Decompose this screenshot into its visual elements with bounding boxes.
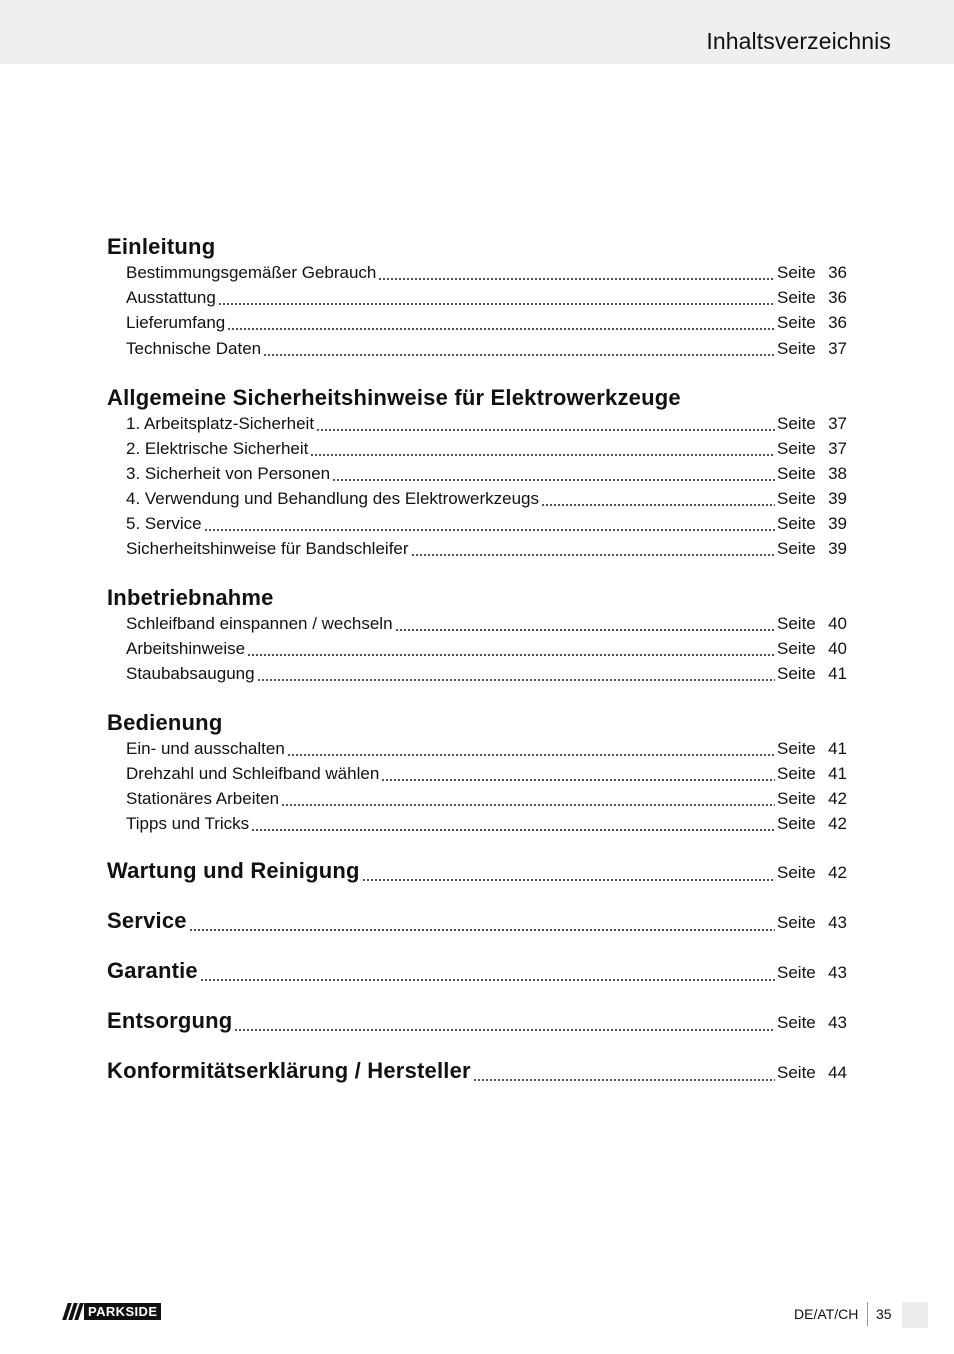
leader-dots — [247, 643, 775, 657]
leader-dots — [257, 668, 775, 682]
section-heading-bedienung: Bedienung — [107, 710, 223, 735]
page-number: 42 — [828, 863, 847, 882]
page-number: 44 — [828, 1063, 847, 1082]
page-number: 38 — [828, 464, 847, 483]
page-title: Inhaltsverzeichnis — [706, 28, 891, 54]
leader-dots — [204, 518, 775, 532]
page-number: 42 — [828, 789, 847, 808]
toc-entry-label: Schleifband einspannen / wechseln — [126, 614, 393, 633]
toc-main-entry[interactable] — [107, 908, 847, 938]
page-number: 39 — [828, 514, 847, 533]
page-number: 39 — [828, 489, 847, 508]
toc-main-entry[interactable] — [107, 958, 847, 988]
seite-label: Seite — [777, 263, 816, 282]
seite-label: Seite — [777, 514, 816, 533]
toc-main-entry[interactable] — [107, 1008, 847, 1038]
header-band — [0, 0, 954, 64]
leader-dots — [316, 418, 775, 432]
footer-tab-marker — [902, 1302, 928, 1328]
toc-entry[interactable] — [126, 539, 847, 561]
toc-entry[interactable] — [126, 764, 847, 786]
seite-label: Seite — [777, 464, 816, 483]
section-heading-inbetriebnahme: Inbetriebnahme — [107, 585, 274, 610]
seite-label: Seite — [777, 339, 816, 358]
leader-dots — [541, 493, 775, 507]
toc-entry-label: Drehzahl und Schleifband wählen — [126, 764, 380, 783]
leader-dots — [381, 768, 775, 782]
page-number: 42 — [828, 814, 847, 833]
seite-label: Seite — [777, 789, 816, 808]
leader-dots — [200, 968, 775, 982]
toc-main-entry-label: Wartung und Reinigung — [107, 858, 360, 883]
toc-entry[interactable] — [126, 489, 847, 511]
toc-main-entry[interactable] — [107, 858, 847, 888]
toc-entry-label: Staubabsaugung — [126, 664, 255, 683]
seite-label: Seite — [777, 639, 816, 658]
toc-entry-label: Arbeitshinweise — [126, 639, 246, 658]
leader-dots — [287, 743, 775, 757]
toc-entry[interactable] — [126, 414, 847, 436]
toc-main-entry-label: Garantie — [107, 958, 198, 983]
page-number: 41 — [828, 664, 847, 683]
leader-dots — [234, 1018, 775, 1032]
toc-entry[interactable] — [126, 514, 847, 536]
toc-entry-label: Ausstattung — [126, 288, 216, 307]
toc-entry-label: 3. Sicherheit von Personen — [126, 464, 331, 483]
toc-entry[interactable] — [126, 639, 847, 661]
page-number: 43 — [828, 1013, 847, 1032]
toc-entry[interactable] — [126, 664, 847, 686]
toc-entry[interactable] — [126, 313, 847, 335]
toc-entry-label: Bestimmungsgemäßer Gebrauch — [126, 263, 377, 282]
toc-entry[interactable] — [126, 464, 847, 486]
toc-entry[interactable] — [126, 339, 847, 361]
toc-entry-label: Technische Daten — [126, 339, 262, 358]
page-number-footer: 35 — [876, 1306, 892, 1322]
leader-dots — [332, 468, 775, 482]
page-number: 40 — [828, 639, 847, 658]
toc-entry-label: 2. Elektrische Sicherheit — [126, 439, 309, 458]
leader-dots — [218, 292, 775, 306]
seite-label: Seite — [777, 739, 816, 758]
page-number: 39 — [828, 539, 847, 558]
toc-entry-label: 5. Service — [126, 514, 202, 533]
leader-dots — [395, 618, 775, 632]
toc-main-entry-label: Entsorgung — [107, 1008, 233, 1033]
page-number: 36 — [828, 263, 847, 282]
toc-entry[interactable] — [126, 439, 847, 461]
toc-entry-label: Ein- und ausschalten — [126, 739, 285, 758]
page-number: 36 — [828, 313, 847, 332]
seite-label: Seite — [777, 1063, 816, 1082]
toc-entry-label: Stationäres Arbeiten — [126, 789, 280, 808]
logo-slashes-icon — [65, 1303, 81, 1320]
seite-label: Seite — [777, 863, 816, 882]
page-number: 40 — [828, 614, 847, 633]
page-number: 37 — [828, 439, 847, 458]
seite-label: Seite — [777, 764, 816, 783]
seite-label: Seite — [777, 288, 816, 307]
leader-dots — [227, 317, 775, 331]
seite-label: Seite — [777, 913, 816, 932]
brand-name: PARKSIDE — [84, 1303, 161, 1320]
seite-label: Seite — [777, 664, 816, 683]
toc-entry-label: 4. Verwendung und Behandlung des Elektrowerkzeugs — [126, 489, 540, 508]
toc-entry[interactable] — [126, 739, 847, 761]
parkside-logo — [65, 1303, 177, 1320]
toc-entry-label: Sicherheitshinweise für Bandschleifer — [126, 539, 409, 558]
seite-label: Seite — [777, 414, 816, 433]
leader-dots — [362, 868, 775, 882]
seite-label: Seite — [777, 814, 816, 833]
leader-dots — [281, 793, 775, 807]
page-number: 41 — [828, 764, 847, 783]
toc-main-entry[interactable] — [107, 1058, 847, 1088]
seite-label: Seite — [777, 963, 816, 982]
footer-divider — [867, 1302, 868, 1326]
toc-entry-label: Tipps und Tricks — [126, 814, 250, 833]
toc-entry-label: 1. Arbeitsplatz-Sicherheit — [126, 414, 315, 433]
toc-entry[interactable] — [126, 288, 847, 310]
leader-dots — [263, 343, 775, 357]
section-heading-einleitung: Einleitung — [107, 234, 216, 259]
seite-label: Seite — [777, 313, 816, 332]
page-number: 41 — [828, 739, 847, 758]
leader-dots — [189, 918, 775, 932]
page-number: 43 — [828, 963, 847, 982]
seite-label: Seite — [777, 539, 816, 558]
leader-dots — [411, 543, 775, 557]
toc-main-entry-label: Konformitätserklärung / Hersteller — [107, 1058, 471, 1083]
leader-dots — [251, 818, 775, 832]
toc-entry[interactable] — [126, 789, 847, 811]
page-number: 36 — [828, 288, 847, 307]
seite-label: Seite — [777, 1013, 816, 1032]
seite-label: Seite — [777, 489, 816, 508]
page-number: 37 — [828, 339, 847, 358]
leader-dots — [473, 1068, 775, 1082]
section-heading-sicherheitshinweise: Allgemeine Sicherheitshinweise für Elektrowerkzeuge — [107, 385, 681, 410]
locale-label: DE/AT/CH — [794, 1306, 859, 1322]
page-number: 43 — [828, 913, 847, 932]
toc-entry-label: Lieferumfang — [126, 313, 226, 332]
page-number: 37 — [828, 414, 847, 433]
toc-main-entry-label: Service — [107, 908, 187, 933]
leader-dots — [378, 267, 775, 281]
leader-dots — [310, 443, 775, 457]
seite-label: Seite — [777, 439, 816, 458]
toc-entry[interactable] — [126, 814, 847, 836]
toc-entry[interactable] — [126, 614, 847, 636]
toc-entry[interactable] — [126, 263, 847, 285]
seite-label: Seite — [777, 614, 816, 633]
